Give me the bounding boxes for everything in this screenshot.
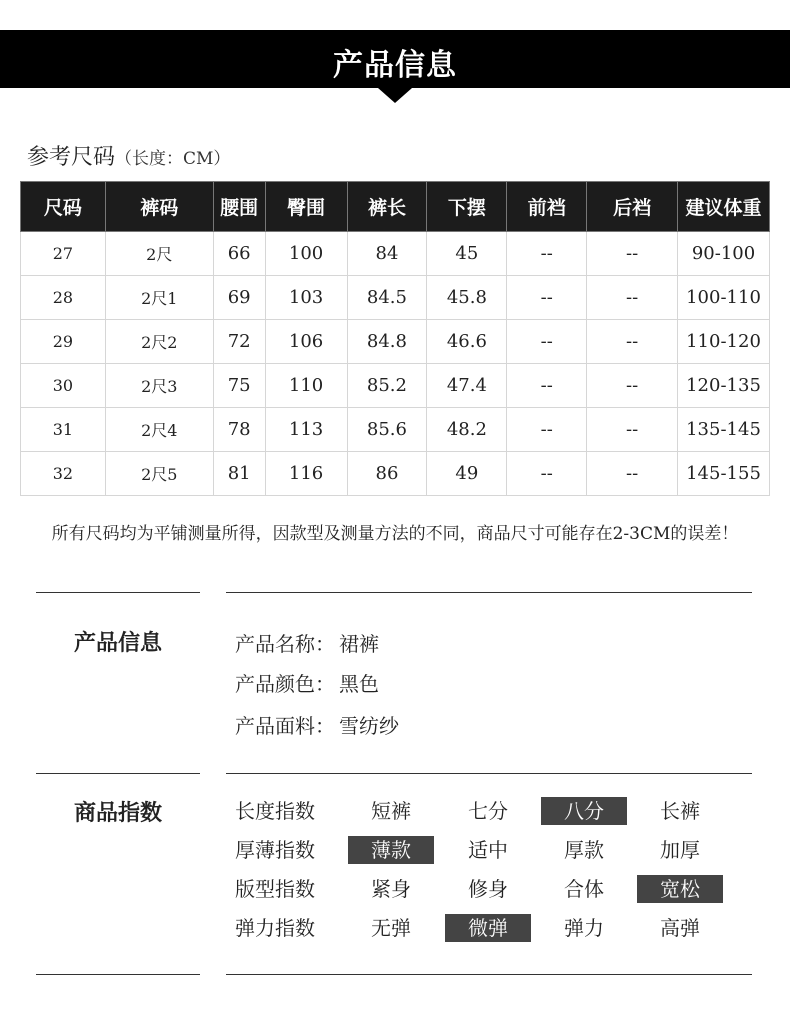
table-cell: 145-155	[678, 452, 770, 496]
table-cell: 110	[265, 364, 347, 408]
index-option: 七分	[468, 799, 508, 823]
table-cell: 27	[21, 232, 106, 276]
table-cell: --	[587, 452, 678, 496]
table-cell: 69	[213, 276, 265, 320]
table-body	[21, 232, 770, 496]
table-cell: 2尺3	[105, 364, 213, 408]
table-cell: 85.2	[347, 364, 427, 408]
table-cell: 75	[213, 364, 265, 408]
table-cell: --	[587, 276, 678, 320]
table-cell: 84	[347, 232, 427, 276]
table-cell: 106	[265, 320, 347, 364]
header-cell: 建议体重	[678, 182, 770, 232]
index-option-selected: 微弹	[445, 914, 531, 942]
index-label: 版型指数	[235, 877, 315, 901]
table-cell: --	[507, 320, 587, 364]
table-cell: --	[587, 232, 678, 276]
size-heading	[27, 140, 230, 171]
header-cell: 臀围	[265, 182, 347, 232]
table-cell: 84.8	[347, 320, 427, 364]
table-cell: 45	[427, 232, 507, 276]
index-option: 厚款	[564, 838, 604, 862]
table-cell: 116	[265, 452, 347, 496]
size-heading-unit: （长度：CM）	[115, 149, 231, 169]
table-cell: 49	[427, 452, 507, 496]
header-cell: 裤码	[105, 182, 213, 232]
index-option-selected: 薄款	[348, 836, 434, 864]
info-label: 产品颜色：	[235, 672, 335, 696]
table-cell: 2尺1	[105, 276, 213, 320]
index-row	[235, 875, 755, 903]
table-cell: 2尺2	[105, 320, 213, 364]
size-heading-title: 参考尺码	[27, 145, 116, 170]
header-cell: 前裆	[507, 182, 587, 232]
table-row	[21, 408, 770, 452]
table-cell: 90-100	[678, 232, 770, 276]
table-cell: 120-135	[678, 364, 770, 408]
divider-line	[36, 592, 200, 593]
divider-line	[36, 773, 200, 774]
index-option: 修身	[468, 877, 508, 901]
header-cell: 裤长	[347, 182, 427, 232]
table-cell: 46.6	[427, 320, 507, 364]
index-option: 长裤	[660, 799, 700, 823]
table-cell: --	[507, 452, 587, 496]
table-cell: 110-120	[678, 320, 770, 364]
table-cell: 47.4	[427, 364, 507, 408]
index-option: 适中	[468, 838, 508, 862]
index-row	[235, 836, 755, 864]
info-row-name	[235, 628, 379, 657]
table-cell: 100-110	[678, 276, 770, 320]
banner-pointer-icon	[378, 88, 412, 103]
table-cell: 78	[213, 408, 265, 452]
index-option-selected: 八分	[541, 797, 627, 825]
table-cell: 30	[21, 364, 106, 408]
table-row	[21, 364, 770, 408]
table-header-row	[21, 182, 770, 232]
table-cell: --	[587, 320, 678, 364]
table-cell: 31	[21, 408, 106, 452]
table-cell: 2尺4	[105, 408, 213, 452]
table-cell: 135-145	[678, 408, 770, 452]
index-label: 弹力指数	[235, 916, 315, 940]
table-cell: 66	[213, 232, 265, 276]
header-cell: 下摆	[427, 182, 507, 232]
divider-line	[226, 592, 752, 593]
table-cell: --	[507, 364, 587, 408]
table-row	[21, 320, 770, 364]
banner-title: 产品信息	[333, 48, 457, 83]
index-option: 短裤	[371, 799, 411, 823]
header-banner	[0, 30, 790, 88]
table-cell: --	[587, 364, 678, 408]
table-cell: 85.6	[347, 408, 427, 452]
table-cell: 45.8	[427, 276, 507, 320]
table-cell: 86	[347, 452, 427, 496]
table-cell: 2尺	[105, 232, 213, 276]
table-cell: 29	[21, 320, 106, 364]
table-cell: --	[587, 408, 678, 452]
header-cell: 腰围	[213, 182, 265, 232]
index-option: 高弹	[660, 916, 700, 940]
index-option: 紧身	[371, 877, 411, 901]
divider-line	[226, 974, 752, 975]
info-label: 产品面料：	[235, 714, 335, 738]
table-row	[21, 276, 770, 320]
table-cell: 113	[265, 408, 347, 452]
index-option-selected: 宽松	[637, 875, 723, 903]
table-row	[21, 452, 770, 496]
table-cell: 28	[21, 276, 106, 320]
index-option: 弹力	[564, 916, 604, 940]
divider-line	[36, 974, 200, 975]
measurement-note: 所有尺码均为平铺测量所得，因款型及测量方法的不同，商品尺寸可能存在2-3CM的误差！	[51, 524, 739, 544]
header-cell: 尺码	[21, 182, 106, 232]
header-cell: 后裆	[587, 182, 678, 232]
info-row-fabric	[235, 710, 399, 739]
table-row	[21, 232, 770, 276]
index-label: 长度指数	[235, 799, 315, 823]
table-cell: 84.5	[347, 276, 427, 320]
info-value: 黑色	[339, 672, 379, 696]
table-cell: 2尺5	[105, 452, 213, 496]
index-option: 加厚	[660, 838, 700, 862]
table-cell: --	[507, 408, 587, 452]
table-cell: 81	[213, 452, 265, 496]
info-label: 产品名称：	[235, 632, 335, 656]
table-cell: 100	[265, 232, 347, 276]
table-cell: --	[507, 276, 587, 320]
product-index-title: 商品指数	[73, 800, 162, 826]
index-label: 厚薄指数	[235, 838, 315, 862]
size-table	[20, 181, 770, 496]
info-value: 裙裤	[339, 632, 379, 656]
info-row-color	[235, 668, 379, 697]
table-cell: --	[507, 232, 587, 276]
product-info-title: 产品信息	[73, 630, 162, 656]
divider-line	[226, 773, 752, 774]
index-row	[235, 914, 755, 942]
table-cell: 32	[21, 452, 106, 496]
table-cell: 72	[213, 320, 265, 364]
index-option: 无弹	[371, 916, 411, 940]
info-value: 雪纺纱	[339, 714, 399, 738]
table-cell: 48.2	[427, 408, 507, 452]
index-row	[235, 797, 755, 825]
index-option: 合体	[564, 877, 604, 901]
table-cell: 103	[265, 276, 347, 320]
